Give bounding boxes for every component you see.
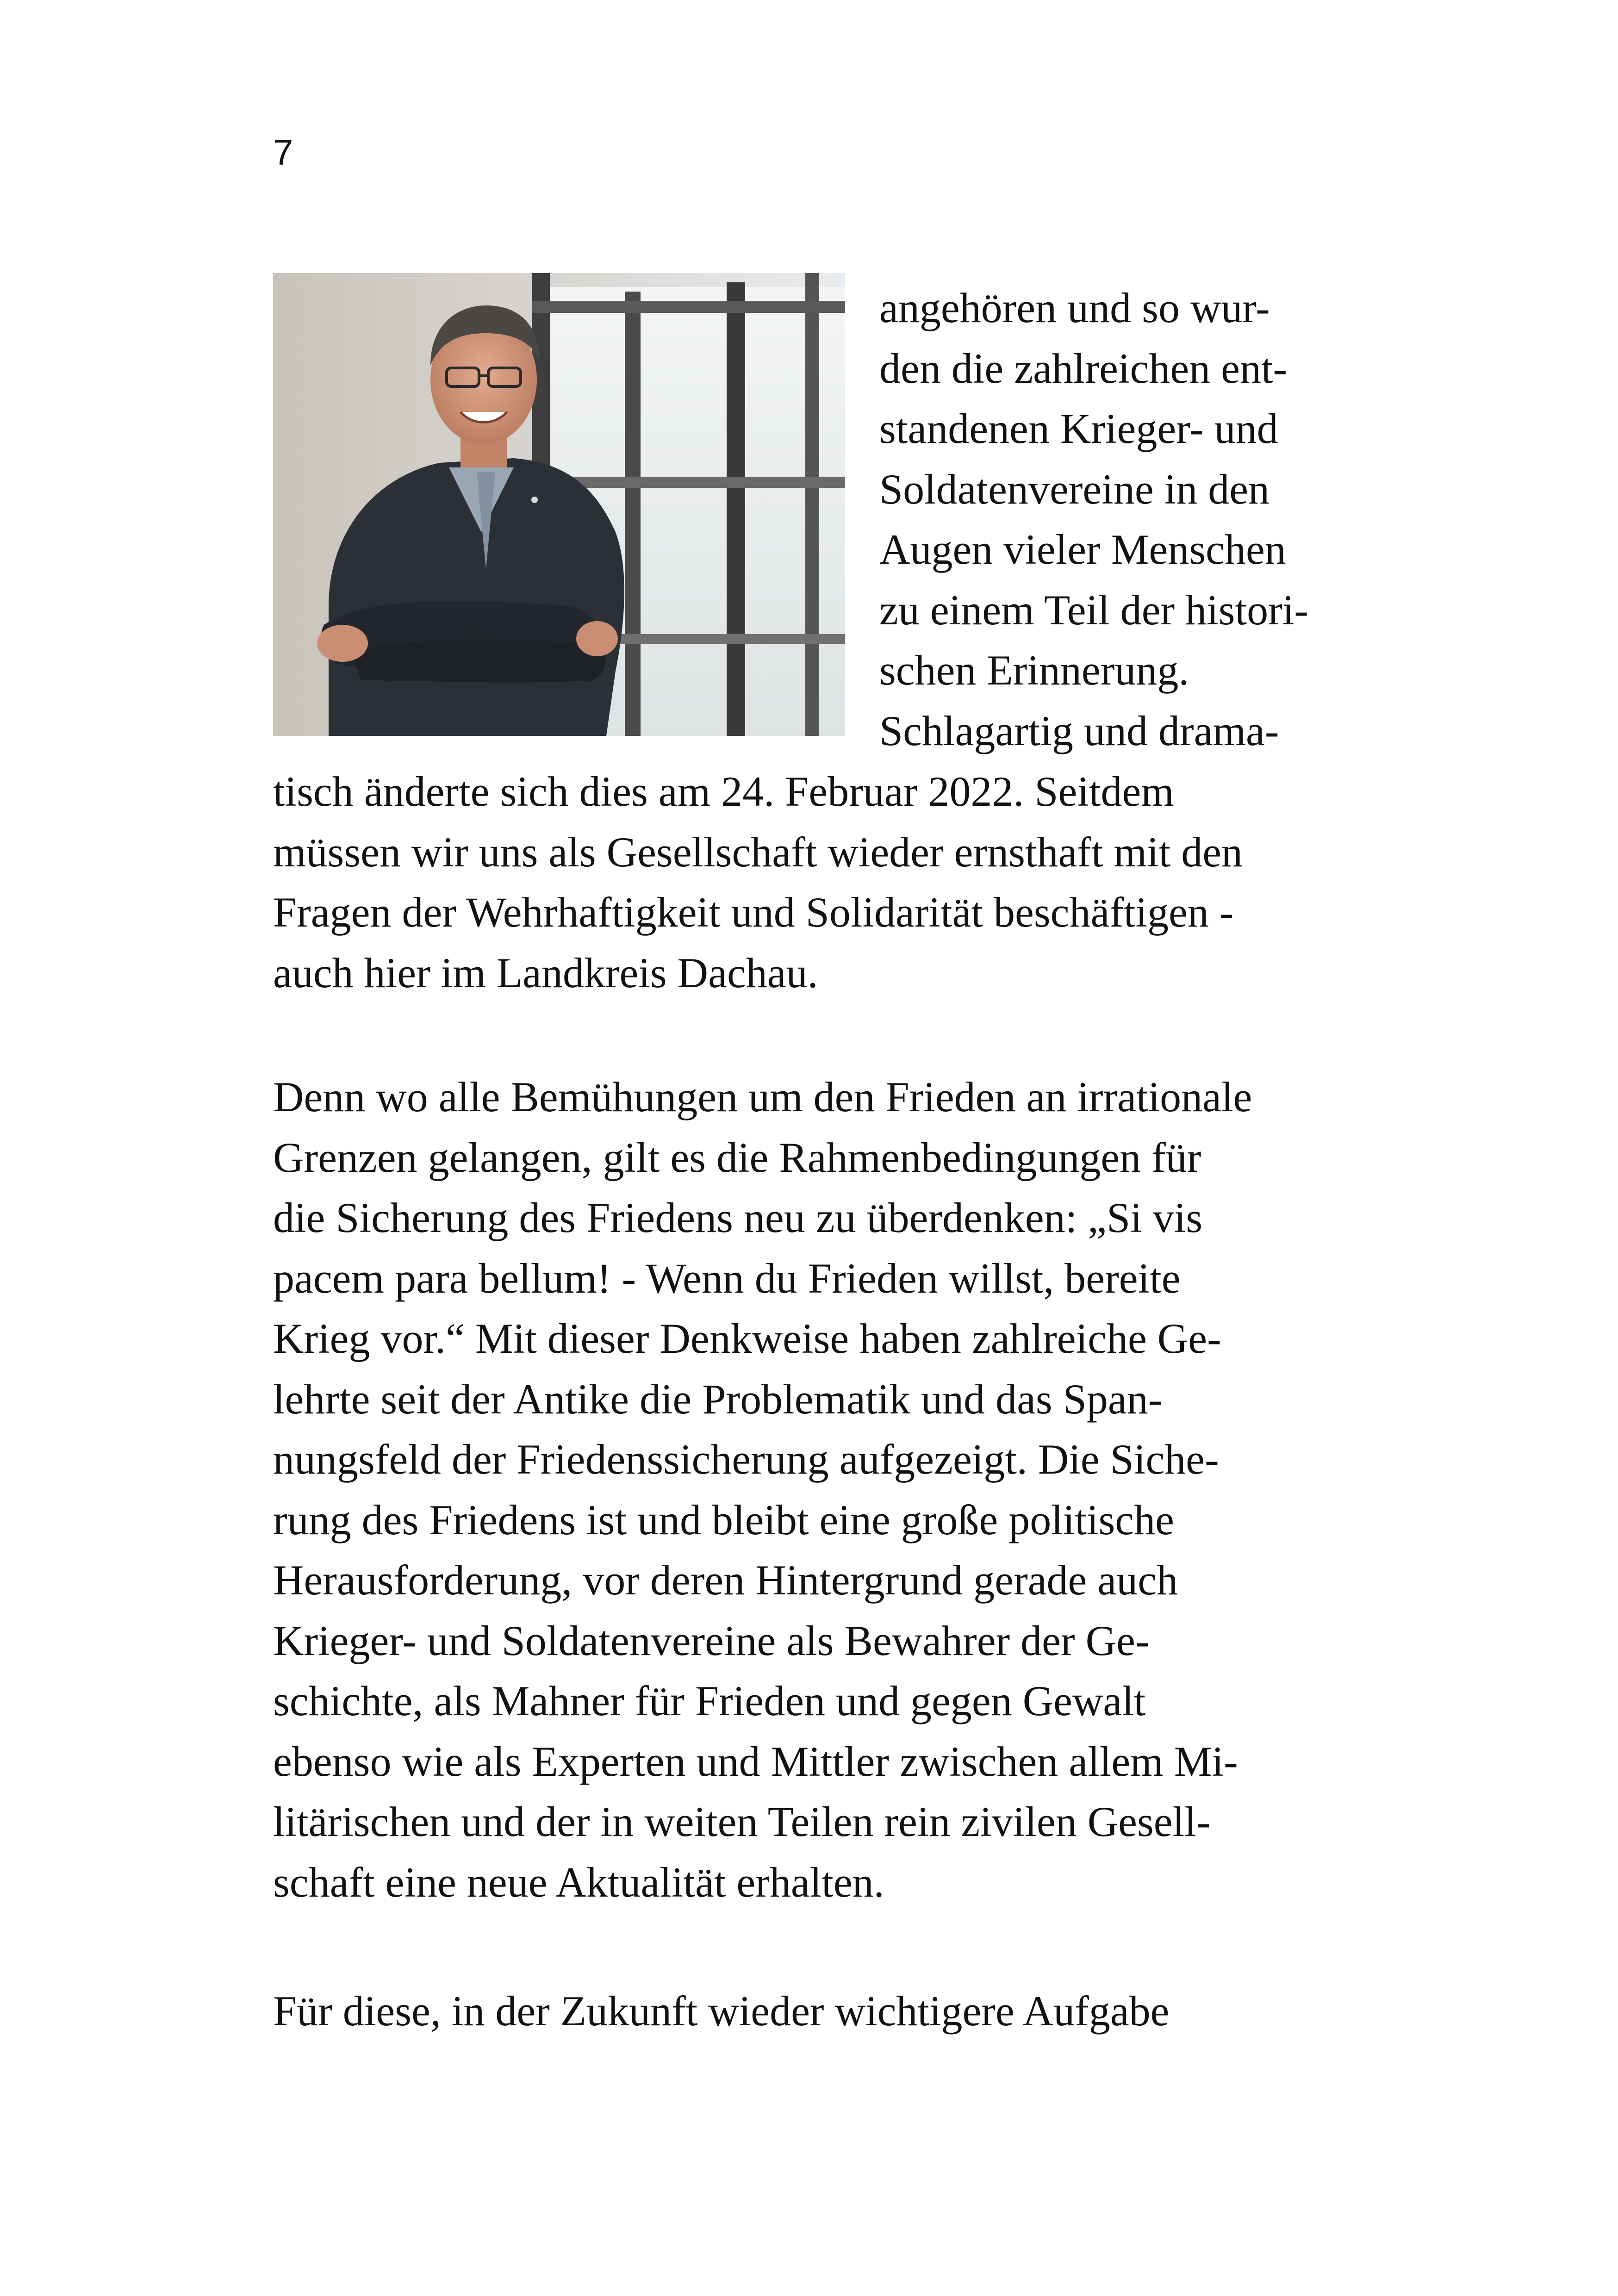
text-line: Krieger- und Soldatenvereine als Bewahrer der Ge- <box>273 1617 1150 1664</box>
text-line: Schlagartig und drama- <box>879 707 1279 754</box>
text-line: zu einem Teil der histori- <box>879 586 1308 634</box>
text-line: Fragen der Wehrhaftigkeit und Solidarität beschäftigen - <box>273 889 1234 936</box>
page-number: 7 <box>273 132 293 173</box>
text-line: Augen vieler Menschen <box>879 526 1286 573</box>
paragraph-2 <box>273 1067 1252 1912</box>
paragraph-3 <box>273 1981 1170 2041</box>
text-line: schichte, als Mahner für Frieden und gegen Gewalt <box>273 1677 1146 1724</box>
text-line: Krieg vor.“ Mit dieser Denkweise haben zahlreiche Ge- <box>273 1315 1221 1362</box>
text-line: auch hier im Landkreis Dachau. <box>273 949 818 996</box>
text-line: pacem para bellum! - Wenn du Frieden willst, bereite <box>273 1254 1181 1302</box>
portrait-image <box>273 273 845 736</box>
text-line: nungsfeld der Friedenssicherung aufgezeigt. Die Siche- <box>273 1436 1219 1483</box>
text-line: Für diese, in der Zukunft wieder wichtigere Aufgabe <box>273 1987 1170 2035</box>
text-line: litärischen und der in weiten Teilen rein zivilen Gesell- <box>273 1798 1211 1845</box>
text-line: Denn wo alle Bemühungen um den Frieden an irrationale <box>273 1073 1252 1120</box>
portrait-photo <box>273 273 845 736</box>
text-line: Soldatenvereine in den <box>879 465 1270 513</box>
text-line: angehören und so wur- <box>879 284 1270 331</box>
paragraph-1-continuation <box>273 761 1243 1003</box>
text-line: müssen wir uns als Gesellschaft wieder ernsthaft mit den <box>273 828 1243 876</box>
text-line: schen Erinnerung. <box>879 647 1189 694</box>
text-line: Grenzen gelangen, gilt es die Rahmenbedingungen für <box>273 1133 1201 1181</box>
text-line: ebenso wie als Experten und Mittler zwischen allem Mi- <box>273 1737 1238 1785</box>
text-line: tisch änderte sich dies am 24. Februar 2022. Seitdem <box>273 768 1174 815</box>
wrapped-text-beside-photo <box>879 278 1308 761</box>
text-line: den die zahlreichen ent- <box>879 344 1288 392</box>
text-line: die Sicherung des Friedens neu zu überdenken: „Si vis <box>273 1194 1203 1241</box>
text-line: standenen Krieger- und <box>879 405 1278 452</box>
text-line: lehrte seit der Antike die Problematik und das Span- <box>273 1375 1163 1423</box>
text-line: rung des Friedens ist und bleibt eine große politische <box>273 1496 1174 1543</box>
text-line: Herausforderung, vor deren Hintergrund gerade auch <box>273 1556 1178 1604</box>
text-line: schaft eine neue Aktualität erhalten. <box>273 1858 884 1906</box>
